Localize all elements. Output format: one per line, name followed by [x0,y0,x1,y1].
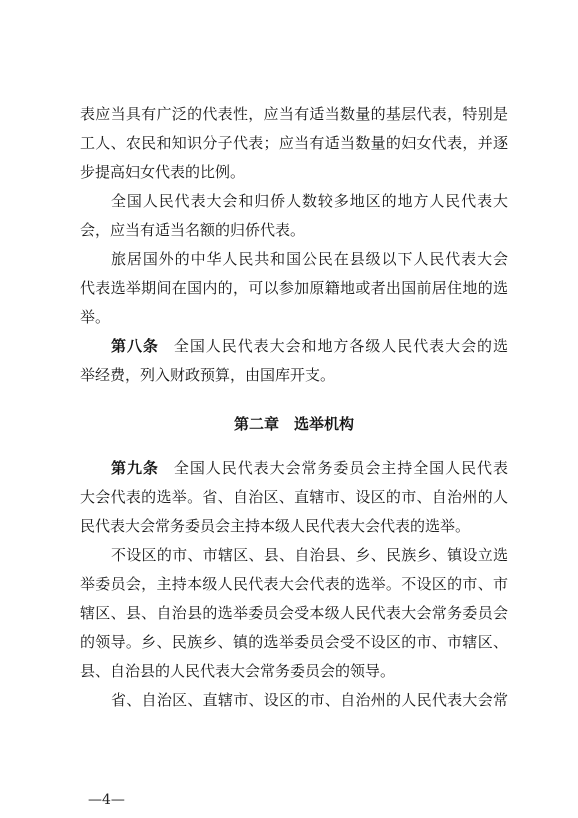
article-paragraph [80,332,508,390]
text-line: 全国人民代表大会和归侨人数较多地区的地方人民代表大 [111,192,508,210]
text-line: 举经费，列入财政预算，由国库开支。 [80,366,336,384]
text-line: 不设区的市、市辖区、县、自治县、乡、民族乡、镇设立选 [111,546,508,564]
text-line: 辖区、县、自治县的选举委员会受本级人民代表大会常务委员会 [80,604,508,622]
text-line: 大会代表的选举。省、自治区、直辖市、设区的市、自治州的人 [80,488,508,506]
article-number: 第九条 [111,459,159,477]
page-number: —4— [88,792,125,808]
paragraph [80,245,508,332]
text-line: 会，应当有适当名额的归侨代表。 [80,221,306,239]
text-line: 步提高妇女代表的比例。 [80,163,246,181]
chapter-heading: 第二章 选举机构 [233,415,354,433]
text-line: 举委员会，主持本级人民代表大会代表的选举。不设区的市、市 [80,575,508,593]
text-line: 工人、农民和知识分子代表；应当有适当数量的妇女代表，并逐 [80,134,508,152]
paragraph [80,686,508,715]
article-number: 第八条 [111,337,159,355]
article-text: 全国人民代表大会常务委员会主持全国人民代表 [173,459,508,477]
text-line: 旅居国外的中华人民共和国公民在县级以下人民代表大会 [111,250,508,268]
text-line [80,332,508,361]
text-line: 的领导。乡、民族乡、镇的选举委员会受不设区的市、市辖区、 [80,633,508,651]
article-text: 全国人民代表大会和地方各级人民代表大会的选 [173,337,508,355]
text-line: 县、自治县的人民代表大会常务委员会的领导。 [80,662,396,680]
text-line: 表应当具有广泛的代表性，应当有适当数量的基层代表，特别是 [80,105,508,123]
paragraph [80,187,508,245]
document-body [80,100,508,715]
text-line: 代表选举期间在国内的，可以参加原籍地或者出国前居住地的选 [80,279,508,297]
text-line: 省、自治区、直辖市、设区的市、自治州的人民代表大会常 [111,691,508,709]
text-line [80,454,508,483]
paragraph [80,541,508,686]
text-line: 民代表大会常务委员会主持本级人民代表大会代表的选举。 [80,517,471,535]
text-line: 举。 [80,308,111,326]
paragraph [80,100,508,187]
article-paragraph [80,454,508,541]
